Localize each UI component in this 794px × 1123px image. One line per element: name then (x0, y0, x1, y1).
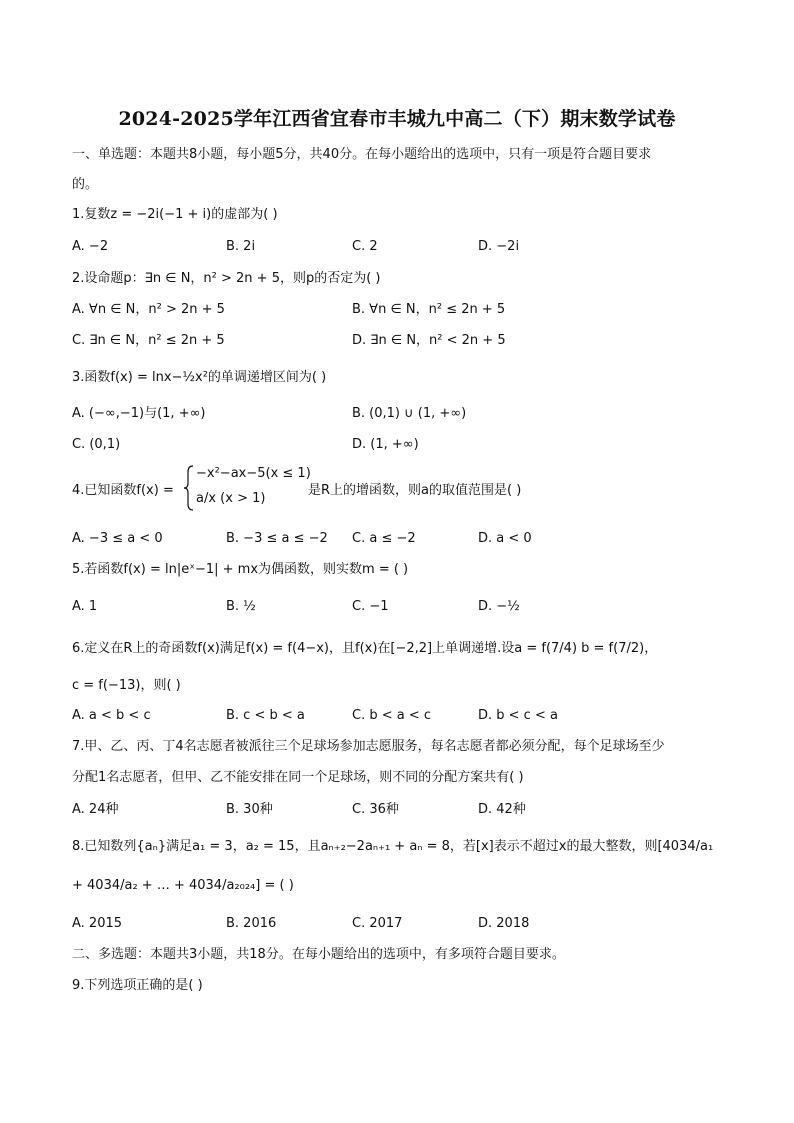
question-5-option-d[interactable]: D. −½ (478, 599, 520, 614)
question-9-stem: 9.下列选项正确的是( ) (72, 978, 203, 993)
question-3-option-b[interactable]: B. (0,1) ∪ (1, +∞) (352, 406, 467, 421)
question-2-stem: 2.设命题p：∃n ∈ N，n² > 2n + 5，则p的否定为( ) (72, 271, 381, 286)
question-8-option-d[interactable]: D. 2018 (478, 916, 530, 931)
question-4-stem-prefix: 4.已知函数f(x) = (72, 483, 174, 498)
question-1-option-a[interactable]: A. −2 (72, 239, 109, 254)
question-8-stem: 8.已知数列{aₙ}满足a₁ = 3，a₂ = 15，且aₙ₊₂−2aₙ₊₁ + aₙ = 8，若[x]表示不超过x的最大整数，则[4034/a₁ (72, 839, 714, 854)
question-8-option-c[interactable]: C. 2017 (352, 916, 403, 931)
question-3-option-a[interactable]: A. (−∞,−1)与(1, +∞) (72, 406, 206, 421)
question-7-stem: 7.甲、乙、丙、丁4名志愿者被派往三个足球场参加志愿服务，每名志愿者都必须分配，每个足球场至少 (72, 739, 665, 754)
question-7-option-b[interactable]: B. 30种 (226, 802, 273, 817)
question-3-option-d[interactable]: D. (1, +∞) (352, 437, 419, 452)
question-5-option-b[interactable]: B. ½ (226, 599, 256, 614)
question-2-option-b[interactable]: B. ∀n ∈ N，n² ≤ 2n + 5 (352, 302, 506, 317)
piecewise-brace-icon (183, 464, 195, 512)
question-3-option-c[interactable]: C. (0,1) (72, 437, 121, 452)
question-4-stem-suffix: 是R上的增函数，则a的取值范围是( ) (308, 483, 522, 498)
question-1-stem: 1.复数z = −2i(−1 + i)的虚部为( ) (72, 207, 278, 222)
section-1-heading-line2: 的。 (72, 177, 99, 192)
question-6-option-d[interactable]: D. b < c < a (478, 708, 558, 723)
question-2-option-c[interactable]: C. ∃n ∈ N，n² ≤ 2n + 5 (72, 333, 225, 348)
question-7-option-a[interactable]: A. 24种 (72, 802, 119, 817)
question-6-stem-line2: c = f(−13)，则( ) (72, 678, 181, 693)
question-5-option-c[interactable]: C. −1 (352, 599, 389, 614)
question-2-option-a[interactable]: A. ∀n ∈ N，n² > 2n + 5 (72, 302, 225, 317)
question-7-option-c[interactable]: C. 36种 (352, 802, 399, 817)
question-1-option-b[interactable]: B. 2i (226, 239, 256, 254)
question-1-option-d[interactable]: D. −2i (478, 239, 520, 254)
question-5-option-a[interactable]: A. 1 (72, 599, 98, 614)
question-4-option-d[interactable]: D. a < 0 (478, 531, 532, 546)
section-2-heading: 二、多选题：本题共3小题，共18分。在每小题给出的选项中，有多项符合题目要求。 (72, 947, 565, 962)
question-8-option-b[interactable]: B. 2016 (226, 916, 277, 931)
question-4-option-b[interactable]: B. −3 ≤ a ≤ −2 (226, 531, 328, 546)
question-4-option-c[interactable]: C. a ≤ −2 (352, 531, 416, 546)
question-8-stem-line2: + 4034/a₂ + … + 4034/a₂₀₂₄] = ( ) (72, 878, 294, 893)
section-1-heading-line1: 一、单选题：本题共8小题，每小题5分，共40分。在每小题给出的选项中，只有一项是符合题目要求 (72, 147, 652, 162)
question-2-option-d[interactable]: D. ∃n ∈ N，n² < 2n + 5 (352, 333, 506, 348)
question-7-stem-line2: 分配1名志愿者，但甲、乙不能安排在同一个足球场，则不同的分配方案共有( ) (72, 770, 524, 785)
question-8-option-a[interactable]: A. 2015 (72, 916, 123, 931)
question-6-option-c[interactable]: C. b < a < c (352, 708, 432, 723)
question-5-stem: 5.若函数f(x) = ln|eˣ−1| + mx为偶函数，则实数m = ( ) (72, 562, 409, 577)
question-6-option-b[interactable]: B. c < b < a (226, 708, 305, 723)
question-6-option-a[interactable]: A. a < b < c (72, 708, 151, 723)
question-4-piece-2: a/x (x > 1) (196, 491, 266, 506)
question-4-piece-1: −x²−ax−5(x ≤ 1) (196, 466, 311, 481)
question-1-option-c[interactable]: C. 2 (352, 239, 378, 254)
question-7-option-d[interactable]: D. 42种 (478, 802, 526, 817)
question-6-stem: 6.定义在R上的奇函数f(x)满足f(x) = f(4−x)，且f(x)在[−2,2]上单调递增.设a = f(7/4) b = f(7/2)， (72, 641, 658, 656)
question-4-option-a[interactable]: A. −3 ≤ a < 0 (72, 531, 163, 546)
question-3-stem: 3.函数f(x) = lnx−½x²的单调递增区间为( ) (72, 370, 327, 385)
page-title: 2024-2025学年江西省宜春市丰城九中高二（下）期末数学试卷 (118, 108, 676, 130)
